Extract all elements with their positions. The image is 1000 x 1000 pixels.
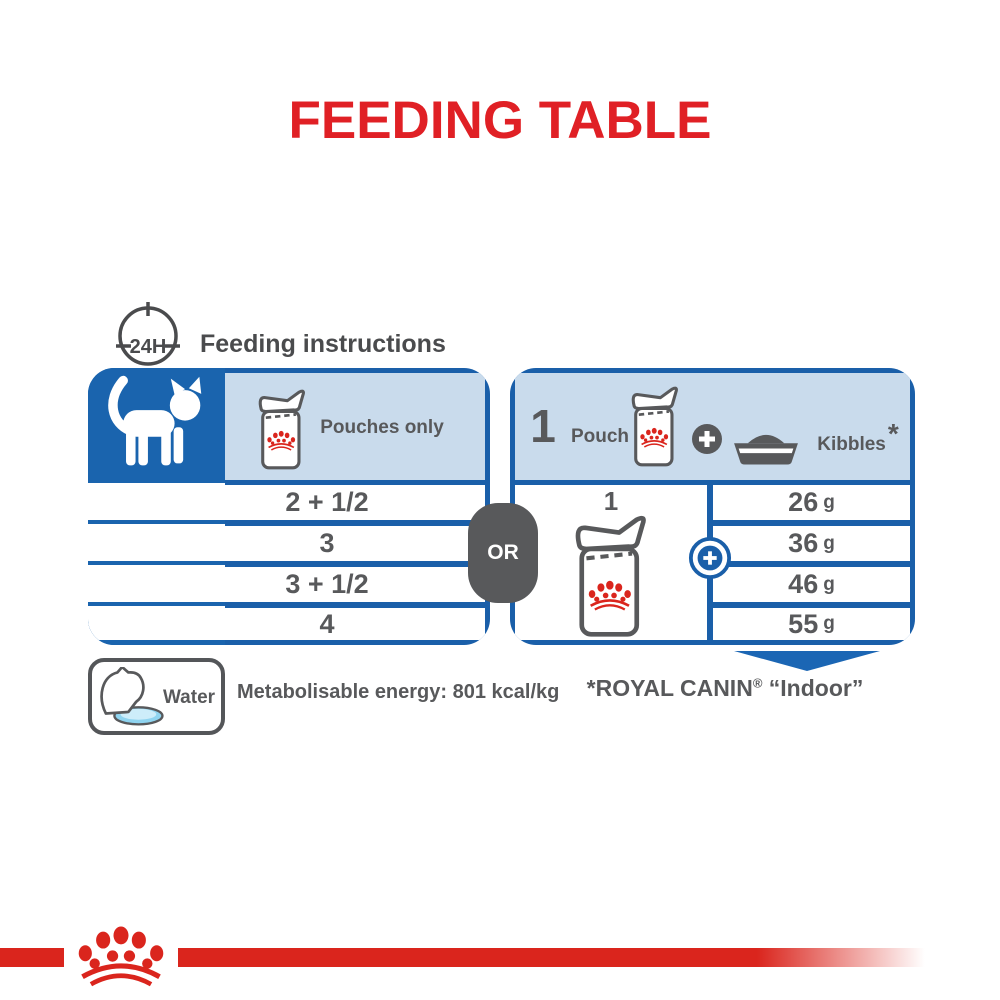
kibbles-footnote: *ROYAL CANIN® “Indoor” [586, 675, 864, 701]
clock-label: 24H [129, 336, 167, 358]
royal-canin-crown-logo [72, 926, 170, 988]
pouch-amount-cell: 4 [225, 608, 485, 640]
or-badge: OR [468, 503, 538, 603]
kibble-grams-cell: 46 g [713, 567, 910, 602]
plus-icon [691, 423, 723, 455]
footnote-asterisk: * [887, 418, 899, 449]
bottom-red-bar-left [0, 948, 64, 967]
kibble-grams-cell: 26 g [713, 485, 910, 520]
feeding-instructions-label: Feeding instructions [200, 330, 446, 358]
plus-circle-icon [688, 536, 732, 580]
pouch-amount-cell: 3 + 1/2 [225, 567, 485, 602]
kibbles-label: Kibbles [817, 434, 886, 455]
kibble-grams-cell: 55 g [713, 608, 910, 640]
pouches-only-table [88, 368, 490, 645]
kibble-bowl-icon [728, 418, 804, 470]
pouch-amount-cell: 3 [225, 526, 485, 561]
weight-cell: 5 kg [88, 567, 225, 602]
metabolisable-energy-note: Metabolisable energy: 801 kcal/kg [237, 681, 560, 703]
registered-mark: ® [752, 675, 763, 691]
pouch-count: 1 [530, 400, 556, 452]
mixed-feeding-header [515, 373, 910, 480]
pouch-count-value: 1 [603, 486, 619, 516]
weight-cell: 6 kg [88, 608, 225, 640]
page-title: FEEDING TABLE [288, 91, 712, 150]
weight-cell: 3 kg [88, 485, 225, 520]
pouch-unit-label: Pouch [570, 426, 630, 447]
pouch-cell [515, 485, 707, 640]
pouch-amount-cell: 2 + 1/2 [225, 485, 485, 520]
water-box [88, 658, 225, 735]
pouch-plus-kibbles-table [510, 368, 915, 645]
pouch-icon [255, 388, 309, 472]
weight-cell: 4 kg [88, 526, 225, 561]
pouch-icon [628, 384, 682, 470]
pouch-icon-large [569, 515, 653, 639]
cat-icon [94, 372, 219, 472]
water-label: Water [162, 687, 216, 708]
pouches-only-label: Pouches only [320, 417, 444, 438]
kibbles-label-group [807, 418, 907, 457]
kibble-grams-cell: 36 g [713, 526, 910, 561]
bottom-red-bar [178, 948, 940, 967]
pouches-only-header [225, 373, 485, 480]
down-arrow [734, 651, 880, 671]
